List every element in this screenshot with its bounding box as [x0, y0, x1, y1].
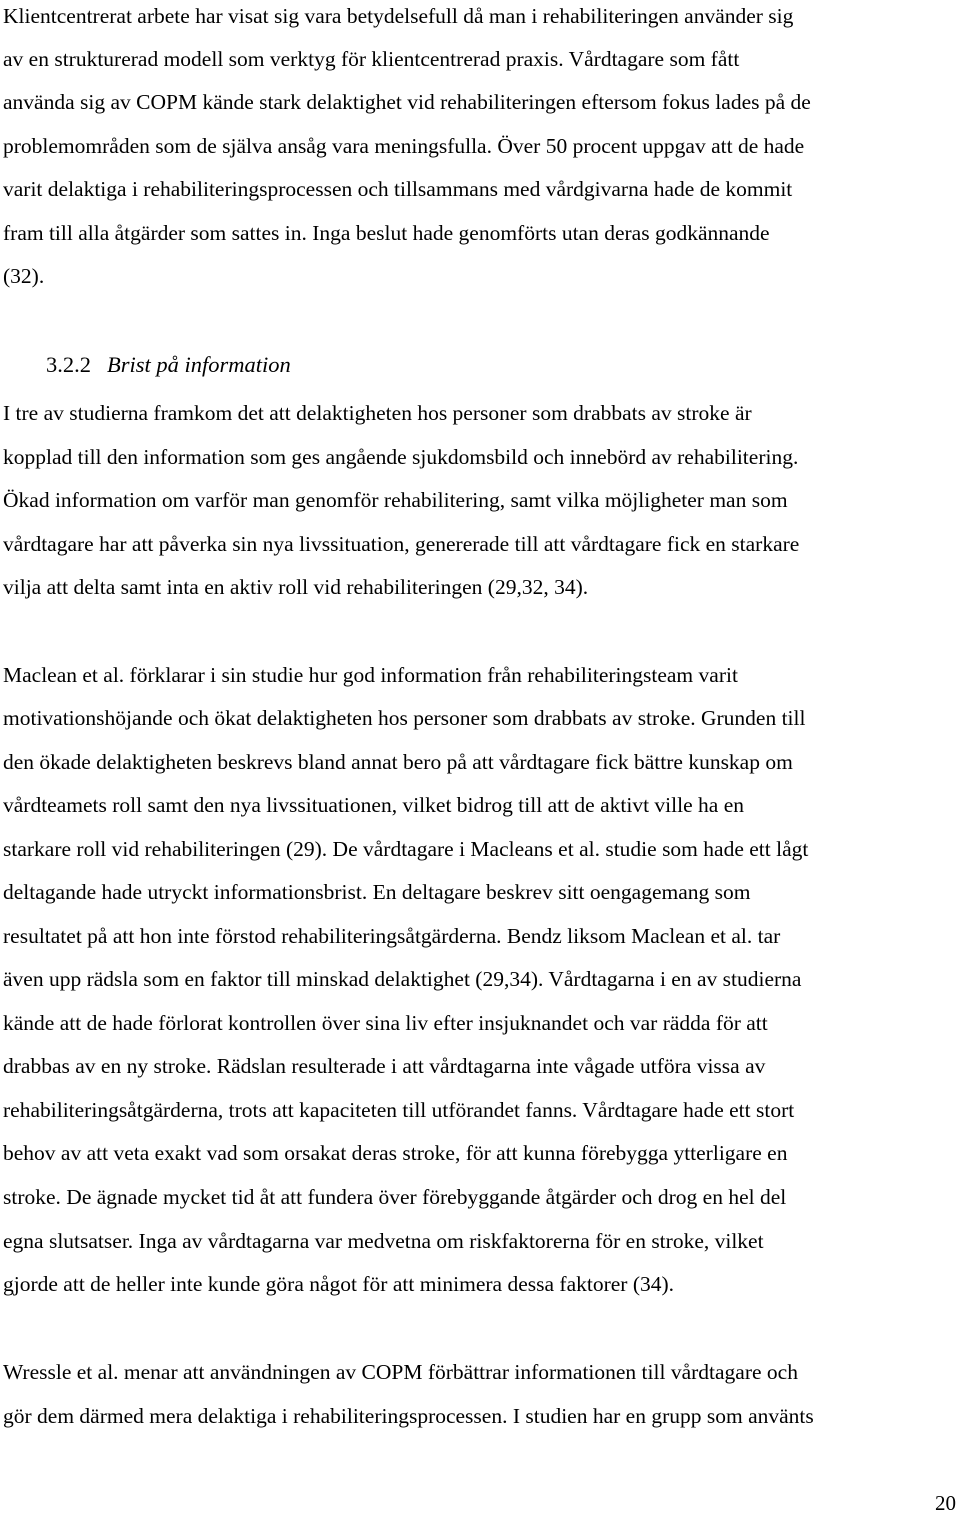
section-heading [46, 351, 291, 379]
text-line: kopplad till den information som ges angående sjukdomsbild och innebörd av rehabilitering. [3, 445, 799, 469]
text-line: Maclean et al. förklarar i sin studie hur god information från rehabiliteringsteam varit [3, 663, 738, 687]
text-line: rehabiliteringsåtgärderna, trots att kapaciteten till utförandet fanns. Vårdtagare hade ett stort [3, 1098, 795, 1122]
text-line: problemområden som de själva ansåg vara meningsfulla. Över 50 procent uppgav att de hade [3, 134, 805, 158]
text-line: drabbas av en ny stroke. Rädslan resulterade i att vårdtagarna inte vågade utföra vissa av [3, 1054, 766, 1078]
section-number: 3.2.2 [46, 352, 91, 377]
text-line: använda sig av COPM kände stark delaktighet vid rehabiliteringen eftersom fokus lades på de [3, 90, 811, 114]
text-line: varit delaktiga i rehabiliteringsprocessen och tillsammans med vårdgivarna hade de kommit [3, 177, 793, 201]
text-line: vårdtagare har att påverka sin nya livssituation, genererade till att vårdtagare fick en starkare [3, 532, 800, 556]
text-line: (32). [3, 264, 45, 288]
text-line: behov av att veta exakt vad som orsakat deras stroke, för att kunna förebygga ytterligare en [3, 1141, 788, 1165]
text-line: resultatet på att hon inte förstod rehabiliteringsåtgärderna. Bendz liksom Maclean et al. tar [3, 924, 781, 948]
text-line: Klientcentrerat arbete har visat sig vara betydelsefull då man i rehabiliteringen använder sig [3, 4, 794, 28]
section-title: Brist på information [107, 352, 291, 377]
text-line: Ökad information om varför man genomför rehabilitering, samt vilka möjligheter man som [3, 488, 788, 512]
text-line: I tre av studierna framkom det att delaktigheten hos personer som drabbats av stroke är [3, 401, 752, 425]
text-line: gjorde att de heller inte kunde göra något för att minimera dessa faktorer (34). [3, 1272, 675, 1296]
text-line: vårdteamets roll samt den nya livssituationen, vilket bidrog till att de aktivt ville ha en [3, 793, 744, 817]
text-line: fram till alla åtgärder som sattes in. Inga beslut hade genomförts utan deras godkännande [3, 221, 770, 245]
text-line: Wressle et al. menar att användningen av COPM förbättrar informationen till vårdtagare och [3, 1360, 798, 1384]
page-number: 20 [935, 1491, 956, 1515]
text-line: starkare roll vid rehabiliteringen (29). De vårdtagare i Macleans et al. studie som hade ett lågt [3, 837, 809, 861]
text-line: motivationshöjande och ökat delaktigheten hos personer som drabbats av stroke. Grunden till [3, 706, 806, 730]
text-line: vilja att delta samt inta en aktiv roll vid rehabiliteringen (29,32, 34). [3, 575, 589, 599]
text-line: kände att de hade förlorat kontrollen över sina liv efter insjuknandet och var rädda för att [3, 1011, 768, 1035]
text-line: deltagande hade utryckt informationsbrist. En deltagare beskrev sitt oengagemang som [3, 880, 751, 904]
text-line: den ökade delaktigheten beskrevs bland annat bero på att vårdtagare fick bättre kunskap om [3, 750, 793, 774]
text-line: gör dem därmed mera delaktiga i rehabiliteringsprocessen. I studien har en grupp som använts [3, 1404, 814, 1428]
text-line: av en strukturerad modell som verktyg för klientcentrerad praxis. Vårdtagare som fått [3, 47, 740, 71]
text-line: egna slutsatser. Inga av vårdtagarna var medvetna om riskfaktorerna för en stroke, vilket [3, 1229, 764, 1253]
text-line: även upp rädsla som en faktor till minskad delaktighet (29,34). Vårdtagarna i en av studierna [3, 967, 802, 991]
text-line: stroke. De ägnade mycket tid åt att fundera över förebyggande åtgärder och drog en hel del [3, 1185, 787, 1209]
